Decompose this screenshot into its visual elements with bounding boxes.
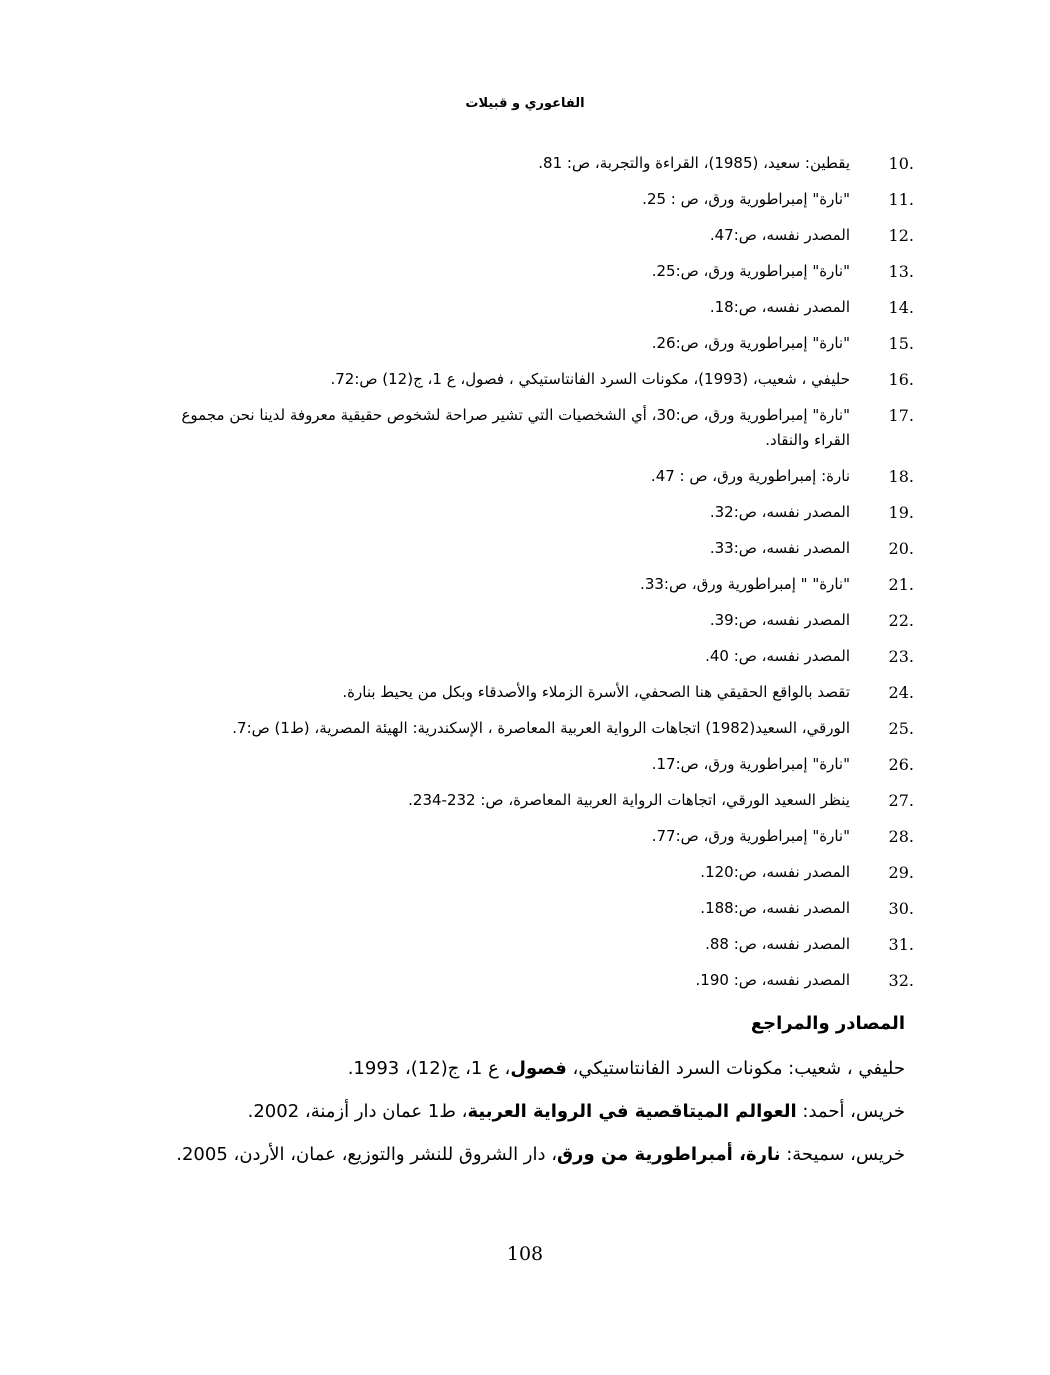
endnote-item (154, 464, 914, 489)
endnote-text: المصدر نفسه، ص:18. (709, 298, 850, 316)
reference-details: ، دار الشروق للنشر والتوزيع، عمان، الأردن، 2005. (176, 1144, 558, 1165)
endnote-text: المصدر نفسه، ص:32. (709, 503, 850, 521)
endnote-number: 29. (888, 863, 914, 882)
endnote-item (154, 644, 914, 669)
endnote-item (154, 932, 914, 957)
endnote-number: 25. (888, 719, 914, 738)
reference-details: ، ط1 عمان دار أزمنة، 2002. (247, 1101, 468, 1122)
endnote-item (154, 860, 914, 885)
reference-entry (165, 1052, 905, 1085)
endnote-text: "نارة" إمبراطورية ورق، ص:25. (651, 262, 850, 280)
endnote-number: 22. (888, 611, 914, 630)
reference-author: حليفي ، شعيب: مكونات السرد الفانتاستيكي، (566, 1058, 905, 1079)
endnote-item (154, 223, 914, 248)
endnote-text: المصدر نفسه، ص:33. (709, 539, 850, 557)
endnote-item (154, 716, 914, 741)
endnote-text: يقطين: سعيد، (1985)، القراءة والتجربة، ص: 81. (538, 154, 850, 172)
endnote-number: 12. (888, 226, 914, 245)
endnotes-list (154, 151, 914, 1004)
endnote-item (154, 187, 914, 212)
endnote-item (154, 331, 914, 356)
reference-entry (165, 1095, 905, 1128)
endnote-text: "نارة" إمبراطورية ورق، ص:30، أي الشخصيات التي تشير صراحة لشخوص حقيقية معروفة لدينا نحن مجموع القراء والنقاد. (181, 406, 850, 449)
endnote-number: 18. (888, 467, 914, 486)
endnote-text: المصدر نفسه، ص: 88. (705, 935, 850, 953)
endnote-item (154, 295, 914, 320)
endnote-text: ينظر السعيد الورقي، اتجاهات الرواية العربية المعاصرة، ص: 232-234. (408, 791, 850, 809)
endnote-item (154, 788, 914, 813)
endnote-number: 32. (888, 971, 914, 990)
reference-title: نارة، أمبراطورية من ورق (557, 1144, 781, 1165)
endnote-number: 17. (888, 406, 914, 425)
endnote-item (154, 896, 914, 921)
endnote-text: المصدر نفسه، ص:39. (709, 611, 850, 629)
endnote-item (154, 403, 914, 453)
reference-title: العوالم الميتاقصية في الرواية العربية (467, 1101, 797, 1122)
endnote-item (154, 500, 914, 525)
reference-details: ، ع 1، ج(12)، 1993. (347, 1058, 511, 1079)
endnote-item (154, 752, 914, 777)
endnote-number: 27. (888, 791, 914, 810)
endnote-text: "نارة" إمبراطورية ورق، ص : 25. (642, 190, 850, 208)
endnote-item (154, 968, 914, 993)
sources-heading: المصادر والمراجع (750, 1013, 905, 1034)
endnote-item (154, 608, 914, 633)
endnote-item (154, 367, 914, 392)
reference-author: خريس، سميحة: (780, 1144, 905, 1165)
endnote-number: 11. (888, 190, 914, 209)
references-list (165, 1052, 905, 1181)
endnote-text: المصدر نفسه، ص:188. (700, 899, 850, 917)
reference-title: فصول (510, 1058, 567, 1079)
endnote-number: 26. (888, 755, 914, 774)
reference-author: خريس، أحمد: (796, 1101, 905, 1122)
endnote-number: 23. (888, 647, 914, 666)
endnote-number: 28. (888, 827, 914, 846)
endnote-text: الورقي، السعيد(1982) اتجاهات الرواية العربية المعاصرة ، الإسكندرية: الهيئة المصرية، (ط1) ص:7. (232, 719, 850, 737)
endnote-item (154, 259, 914, 284)
endnote-number: 31. (888, 935, 914, 954)
endnote-text: المصدر نفسه، ص:120. (700, 863, 850, 881)
page-number: 108 (506, 1243, 544, 1265)
endnote-number: 16. (888, 370, 914, 389)
endnote-item (154, 680, 914, 705)
endnote-text: "نارة" إمبراطورية ورق، ص:77. (651, 827, 850, 845)
endnote-text: نارة: إمبراطورية ورق، ص : 47. (650, 467, 850, 485)
endnote-number: 14. (888, 298, 914, 317)
endnote-text: المصدر نفسه، ص: 190. (695, 971, 850, 989)
endnote-number: 13. (888, 262, 914, 281)
reference-entry (165, 1138, 905, 1171)
endnote-text: "نارة" " إمبراطورية ورق، ص:33. (640, 575, 850, 593)
endnote-item (154, 572, 914, 597)
endnote-item (154, 151, 914, 176)
endnote-number: 10. (888, 154, 914, 173)
endnote-text: "نارة" إمبراطورية ورق، ص:26. (651, 334, 850, 352)
endnote-item (154, 824, 914, 849)
endnote-text: حليفي ، شعيب، (1993)، مكونات السرد الفانتاستيكي ، فصول، ع 1، ج(12) ص:72. (330, 370, 850, 388)
endnote-text: المصدر نفسه، ص:47. (709, 226, 850, 244)
endnote-number: 21. (888, 575, 914, 594)
endnote-number: 24. (888, 683, 914, 702)
endnote-text: تقصد بالواقع الحقيقي هنا الصحفي، الأسرة الزملاء والأصدقاء وبكل من يحيط بنارة. (342, 683, 850, 701)
endnote-text: "نارة" إمبراطورية ورق، ص:17. (651, 755, 850, 773)
endnote-number: 30. (888, 899, 914, 918)
running-header: الفاعوري و قبيلات (465, 96, 585, 111)
endnote-number: 19. (888, 503, 914, 522)
endnote-text: المصدر نفسه، ص: 40. (705, 647, 850, 665)
endnote-item (154, 536, 914, 561)
endnote-number: 20. (888, 539, 914, 558)
endnote-number: 15. (888, 334, 914, 353)
